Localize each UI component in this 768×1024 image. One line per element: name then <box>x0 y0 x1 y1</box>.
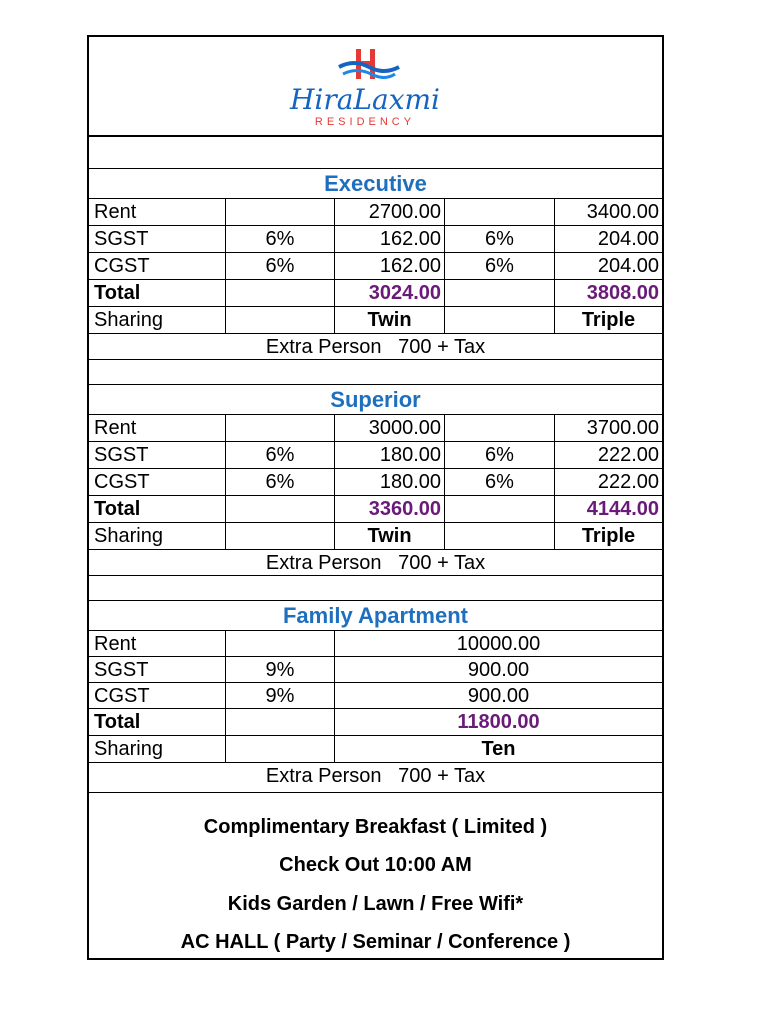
superior-heading-row <box>89 385 662 415</box>
rate-cell <box>226 631 335 656</box>
extra-person-row <box>89 334 662 360</box>
superior-total-triple: 4144.00 <box>586 498 659 520</box>
table-row <box>89 736 662 763</box>
checkout-note: Check Out 10:00 AM <box>279 854 472 876</box>
breakfast-note: Complimentary Breakfast ( Limited ) <box>203 816 548 838</box>
sgst-label: SGST <box>89 442 226 468</box>
svg-text:RESIDENCY: RESIDENCY <box>314 116 416 128</box>
sharing-label: Sharing <box>89 307 226 333</box>
executive-extra-person: Extra Person 700 + Tax <box>265 336 486 358</box>
family-rent: 10000.00 <box>456 633 541 655</box>
extra-person-row <box>89 550 662 576</box>
sgst-rate: 9% <box>226 657 335 682</box>
executive-sharing-twin: Twin <box>335 307 445 333</box>
amenities-note: Kids Garden / Lawn / Free Wifi* <box>227 893 524 915</box>
total-label: Total <box>89 709 226 735</box>
spacer-row <box>89 576 662 601</box>
cgst-rate: 6% <box>445 253 555 279</box>
sgst-rate: 6% <box>445 226 555 252</box>
rent-label: Rent <box>89 415 226 441</box>
rate-cell <box>226 736 335 762</box>
cgst-label: CGST <box>89 683 226 708</box>
rate-cell <box>226 496 335 522</box>
executive-heading: Executive <box>324 171 427 196</box>
table-row <box>89 226 662 253</box>
sgst-rate: 6% <box>445 442 555 468</box>
cgst-rate: 6% <box>445 469 555 495</box>
rate-cell <box>226 280 335 306</box>
family-total: 11800.00 <box>457 711 540 733</box>
executive-rent-triple: 3400.00 <box>586 201 659 223</box>
rate-cell <box>445 415 555 441</box>
table-row <box>89 496 662 523</box>
total-label: Total <box>89 280 226 306</box>
svg-text:HiraLaxmi: HiraLaxmi <box>289 83 441 116</box>
cgst-rate: 6% <box>226 469 335 495</box>
cgst-label: CGST <box>89 469 226 495</box>
rate-cell <box>445 523 555 549</box>
executive-sgst-triple: 204.00 <box>597 228 659 250</box>
logo-area <box>89 37 662 137</box>
table-row <box>89 280 662 307</box>
superior-rent-twin: 3000.00 <box>335 415 445 441</box>
superior-cgst-twin: 180.00 <box>335 469 445 495</box>
extra-person-row <box>89 763 662 793</box>
sharing-label: Sharing <box>89 736 226 762</box>
family-sharing: Ten <box>481 738 516 760</box>
hiralaxmi-logo <box>89 37 662 135</box>
table-row <box>89 523 662 550</box>
table-row <box>89 657 662 683</box>
family-heading-row <box>89 601 662 631</box>
family-heading: Family Apartment <box>282 603 468 628</box>
executive-total-triple: 3808.00 <box>586 282 659 304</box>
rent-label: Rent <box>89 199 226 225</box>
executive-rent-twin: 2700.00 <box>335 199 445 225</box>
sgst-label: SGST <box>89 657 226 682</box>
rate-cell <box>445 496 555 522</box>
rate-cell <box>226 709 335 735</box>
sgst-rate: 6% <box>226 226 335 252</box>
table-row <box>89 709 662 736</box>
sgst-rate: 6% <box>226 442 335 468</box>
executive-heading-row <box>89 169 662 199</box>
table-row <box>89 253 662 280</box>
superior-sgst-twin: 180.00 <box>335 442 445 468</box>
table-row <box>89 415 662 442</box>
family-sgst: 900.00 <box>467 659 530 681</box>
executive-cgst-twin: 162.00 <box>335 253 445 279</box>
sharing-label: Sharing <box>89 523 226 549</box>
table-row <box>89 469 662 496</box>
rate-cell <box>226 415 335 441</box>
superior-sharing-twin: Twin <box>335 523 445 549</box>
cgst-rate: 6% <box>226 253 335 279</box>
rate-cell <box>445 307 555 333</box>
rate-cell <box>445 199 555 225</box>
executive-sharing-triple: Triple <box>581 309 636 331</box>
cgst-rate: 9% <box>226 683 335 708</box>
superior-sharing-triple: Triple <box>581 525 636 547</box>
spacer-row <box>89 360 662 385</box>
executive-total-twin: 3024.00 <box>335 280 445 306</box>
rate-cell <box>226 523 335 549</box>
superior-heading: Superior <box>330 387 421 412</box>
table-row <box>89 683 662 709</box>
spacer-row <box>89 135 662 169</box>
family-extra-person: Extra Person 700 + Tax <box>265 765 486 787</box>
table-row <box>89 307 662 334</box>
rate-cell <box>445 280 555 306</box>
executive-cgst-triple: 204.00 <box>597 255 659 277</box>
cgst-label: CGST <box>89 253 226 279</box>
superior-total-twin: 3360.00 <box>335 496 445 522</box>
table-row <box>89 631 662 657</box>
superior-cgst-triple: 222.00 <box>597 471 659 493</box>
table-row <box>89 199 662 226</box>
rate-cell <box>226 307 335 333</box>
executive-sgst-twin: 162.00 <box>335 226 445 252</box>
superior-sgst-triple: 222.00 <box>597 444 659 466</box>
amenities-footer <box>89 793 662 960</box>
rent-label: Rent <box>89 631 226 656</box>
total-label: Total <box>89 496 226 522</box>
table-row <box>89 442 662 469</box>
family-cgst: 900.00 <box>467 685 530 707</box>
tariff-sheet <box>87 35 664 960</box>
rate-cell <box>226 199 335 225</box>
ac-hall-note: AC HALL ( Party / Seminar / Conference ) <box>180 931 571 953</box>
sgst-label: SGST <box>89 226 226 252</box>
superior-extra-person: Extra Person 700 + Tax <box>265 552 486 574</box>
superior-rent-triple: 3700.00 <box>586 417 659 439</box>
